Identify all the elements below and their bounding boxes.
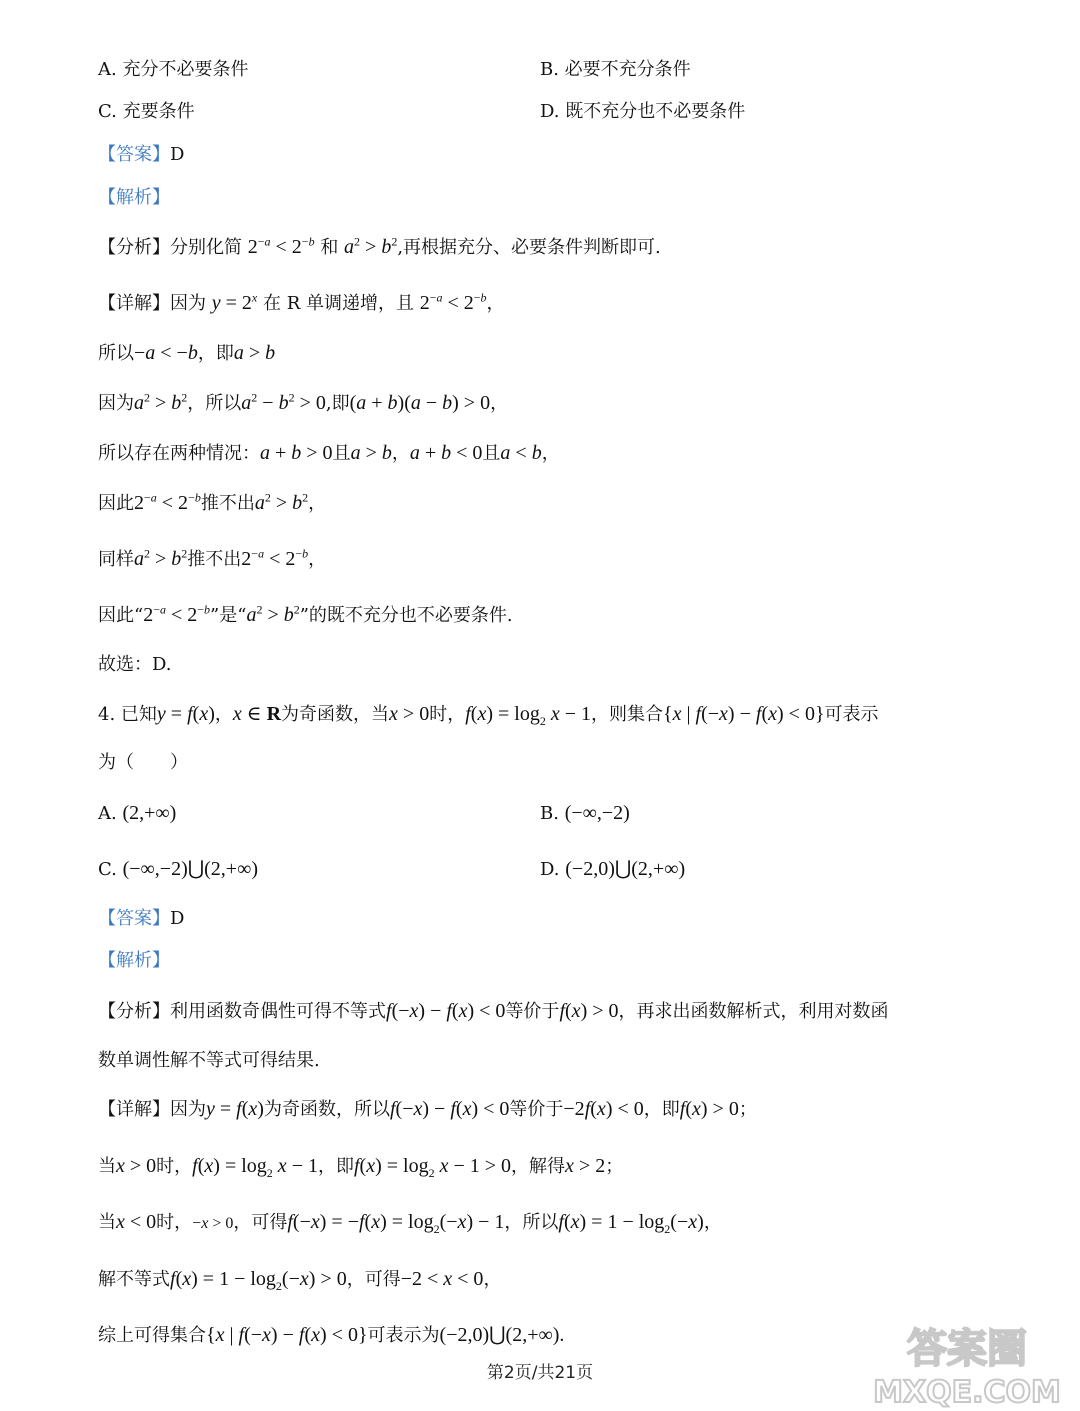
analysis-tag: 【解析】 [98, 187, 170, 208]
q4-xiangjie-2: 当x > 0时，$f(x) = \log_2 x - 1$，即$f(x) = \log_2 x - 1 > 0$，解得x > 2； [98, 1155, 624, 1180]
q3-xiangjie-4: 所以存在两种情况：a + b > 0且a > b，a + b < 0且a < b， [98, 442, 560, 464]
q3-xiangjie-5: 因此$2^{-a} < 2^{-b}$推不出$a^2 > b^2$， [98, 490, 327, 514]
watermark-logo [862, 1316, 1072, 1408]
q3-xiangjie-6: 同样$a^2 > b^2$推不出$2^{-a} < 2^{-b}$， [98, 546, 327, 570]
q4-xiangjie-1: 【详解】因为y = f(x)为奇函数，所以f(−x) − f(x) < 0等价于−2f(x) < 0，即f(x) > 0； [98, 1098, 757, 1120]
q4-option-c: C. (−∞,−2)⋃(2,+∞) [98, 858, 258, 880]
option-d: D. 既不充分也不必要条件 [540, 101, 746, 122]
answer-value: D [170, 144, 185, 165]
q4-fenxi-2: 数单调性解不等式可得结果. [98, 1050, 320, 1071]
answer-line [98, 142, 184, 168]
q4-analysis-tag: 【解析】 [98, 950, 170, 971]
q3-xiangjie-7: 因此“$2^{-a} < 2^{-b}$”是“$a^2 > b^2$”的既不充分也不必要条件. [98, 602, 513, 626]
q4-xiangjie-3: 当x < 0时，−x > 0，可得$f(-x) = -f(x) = \log_2(-x) - 1$，所以$f(x) = 1 - \log_2(-x)$， [98, 1211, 722, 1236]
page-footer: 第2页/共21页 [486, 1363, 594, 1383]
q4-option-a: A. (2,+∞) [98, 802, 177, 824]
option-b: B. 必要不充分条件 [540, 59, 691, 80]
q3-choice: 故选：D. [98, 654, 172, 675]
q4-xiangjie-5: 综上可得集合{x | f(−x) − f(x) < 0}可表示为(−2,0)⋃(2,+∞). [98, 1324, 565, 1346]
q4-option-d: D. (−2,0)⋃(2,+∞) [540, 858, 686, 880]
q4-stem: 4. 已知y = f(x)，x ∈ R为奇函数，当x > 0时，$f(x) = \log_2 x - 1$，则集合{x | f(−x) − f(x) < 0}可表示 [98, 703, 879, 728]
q3-xiangjie-2: 所以−a < −b，即a > b [98, 342, 276, 364]
q4-fenxi-1: 【分析】利用函数奇偶性可得不等式f(−x) − f(x) < 0等价于f(x) > 0，再求出函数解析式，利用对数函 [98, 1000, 889, 1022]
answer-tag: 【答案】 [98, 144, 170, 165]
option-a: A. 充分不必要条件 [98, 59, 249, 80]
q3-fenxi: 【分析】分别化简 $2^{-a} < 2^{-b}$ 和 $a^2 > b^2$,再根据充分、必要条件判断即可. [98, 234, 661, 258]
q4-xiangjie-4: 解不等式$f(x) = 1 - \log_2(-x) > 0$，可得−2 < x < 0， [98, 1268, 502, 1293]
q4-option-b: B. (−∞,−2) [540, 802, 630, 824]
q3-xiangjie-1: 【详解】因为 $y = 2^x$ 在 R 单调递增，且 $2^{-a} < 2^{-b}$， [98, 290, 505, 314]
watermark-bottom-text: MXQE.COM [873, 1375, 1061, 1408]
q3-xiangjie-3: 因为$a^2 > b^2$，所以$a^2 - b^2 > 0$,即(a + b)(a − b) > 0， [98, 390, 509, 414]
q4-answer-line: 【答案】D [98, 908, 185, 929]
watermark-top-text: 答案圈 [907, 1326, 1027, 1372]
option-c: C. 充要条件 [98, 101, 195, 122]
q4-stem-2: 为（ ） [98, 752, 188, 773]
